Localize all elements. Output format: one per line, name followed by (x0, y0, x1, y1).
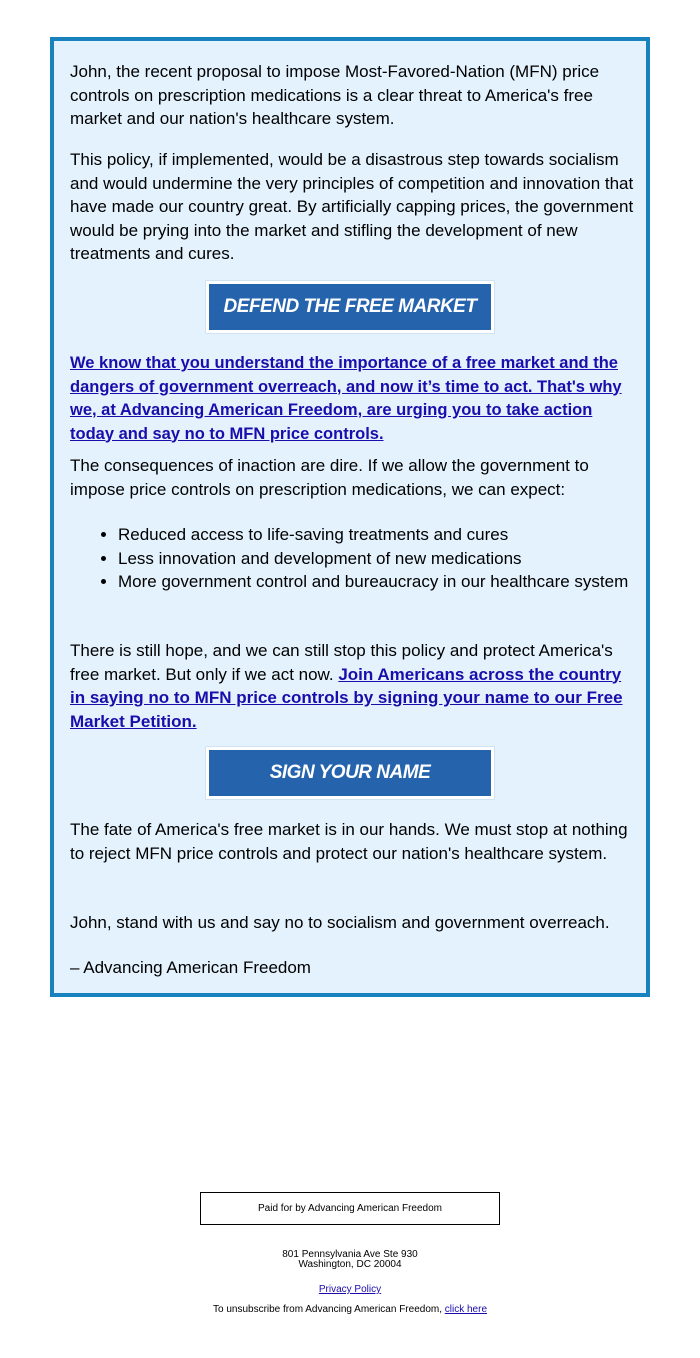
fate-paragraph: The fate of America's free market is in our hands. We must stop at nothing to reject MFN price controls and protect our nation's healthcare system. (70, 820, 628, 863)
paid-for-box (200, 1192, 500, 1225)
sign-your-name-button[interactable] (206, 747, 494, 799)
unsubscribe-line (0, 1304, 700, 1315)
privacy-policy-line (0, 1284, 700, 1295)
intro-paragraph: John, the recent proposal to impose Most-Favored-Nation (MFN) price controls on prescription medications is a clear threat to America's free market and our nation's healthcare system. (70, 62, 600, 128)
hope-paragraph (70, 639, 634, 733)
defend-free-market-button[interactable] (206, 281, 494, 333)
list-item: • More government control and bureaucracy in our healthcare system (118, 570, 634, 594)
address-line-2: Washington, DC 20004 (298, 1259, 402, 1270)
signature: – Advancing American Freedom (70, 958, 311, 977)
urge-action-link[interactable]: We know that you understand the importance of a free market and the dangers of government overreach, and now it’s time to act. That's why we, at Advancing American Freedom, are urging you to take action today and say no to MFN price controls. (70, 354, 622, 443)
consequences-paragraph: The consequences of inaction are dire. If we allow the government to impose price controls on prescription medications, we can expect: (70, 456, 589, 499)
defend-free-market-button-label: DEFEND THE FREE MARKET (223, 296, 477, 317)
email-card (50, 37, 650, 997)
paid-for-text: Paid for by Advancing American Freedom (258, 1203, 442, 1214)
privacy-policy-link[interactable]: Privacy Policy (318, 1284, 382, 1295)
stand-with-us-paragraph: John, stand with us and say no to socialism and government overreach. (70, 913, 610, 932)
list-item: • Reduced access to life-saving treatments and cures (118, 523, 634, 547)
hope-text: There is still hope, and we can still stop this policy and protect America's free market. But only if we act now. (70, 641, 613, 684)
address-line-1: 801 Pennsylvania Ave Ste 930 (282, 1249, 418, 1260)
policy-paragraph: This policy, if implemented, would be a disastrous step towards socialism and would undermine the very principles of competition and innovation that have made our country great. By artificially capping prices, the government would be prying into the market and stifling the development of new treatments and cures. (70, 150, 634, 263)
unsubscribe-text: To unsubscribe from Advancing American Freedom, (212, 1304, 445, 1315)
consequences-list (70, 523, 634, 594)
sign-your-name-button-label: SIGN YOUR NAME (269, 762, 431, 783)
petition-link[interactable]: Join Americans across the country in saying no to MFN price controls by signing your name to our Free Market Petition. (70, 664, 623, 731)
unsubscribe-link[interactable]: click here (444, 1304, 488, 1315)
list-item: • Less innovation and development of new medications (118, 547, 634, 571)
highlight-paragraph (70, 351, 634, 445)
